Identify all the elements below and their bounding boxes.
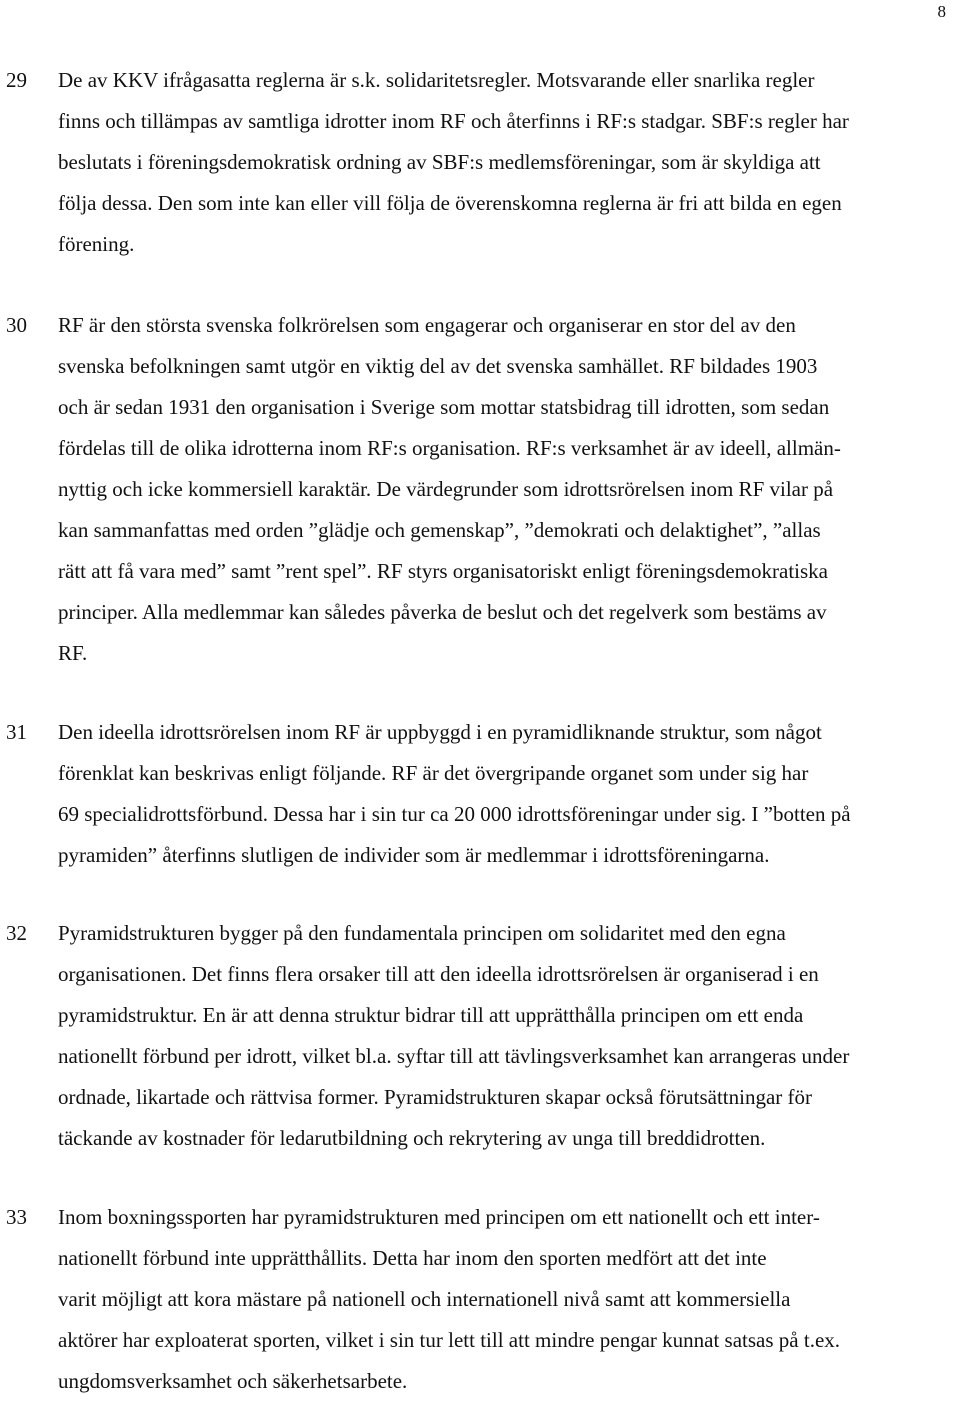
- text-line: förening.: [58, 232, 135, 256]
- page-number: 8: [937, 2, 946, 21]
- paragraph-text: [58, 913, 958, 1159]
- text-line: Inom boxningssporten har pyramidstrukturen med principen om ett nationellt och ett inter-: [58, 1205, 820, 1229]
- paragraph-number: 33: [6, 1205, 27, 1229]
- paragraph-number: 29: [6, 68, 27, 92]
- text-line: kan sammanfattas med orden ”glädje och gemenskap”, ”demokrati och delaktighet”, ”allas: [58, 518, 821, 542]
- text-line: förenklat kan beskrivas enligt följande. RF är det övergripande organet som under sig har: [58, 761, 809, 785]
- text-line: och är sedan 1931 den organisation i Sverige som mottar statsbidrag till idrotten, som sedan: [58, 395, 830, 419]
- text-line: nationellt förbund inte upprätthållits. Detta har inom den sporten medfört att det inte: [58, 1246, 767, 1270]
- paragraph-number: 30: [6, 313, 27, 337]
- paragraph-text: [58, 1197, 958, 1402]
- text-line: svenska befolkningen samt utgör en viktig del av det svenska samhället. RF bildades 1903: [58, 354, 818, 378]
- text-line: nationellt förbund per idrott, vilket bl.a. syftar till att tävlingsverksamhet kan arrangeras under: [58, 1044, 850, 1068]
- text-line: finns och tillämpas av samtliga idrotter inom RF och återfinns i RF:s stadgar. SBF:s regler har: [58, 109, 849, 133]
- text-line: täckande av kostnader för ledarutbildning och rekrytering av unga till breddidrotten.: [58, 1126, 766, 1150]
- text-line: fördelas till de olika idrotterna inom RF:s organisation. RF:s verksamhet är av ideell, allmän-: [58, 436, 841, 460]
- text-line: pyramiden” återfinns slutligen de individer som är medlemmar i idrottsföreningarna.: [58, 843, 770, 867]
- text-line: 69 specialidrottsförbund. Dessa har i sin tur ca 20 000 idrottsföreningar under sig. I ”botten på: [58, 802, 851, 826]
- text-line: RF är den största svenska folkrörelsen som engagerar och organiserar en stor del av den: [58, 313, 796, 337]
- text-line: ungdomsverksamhet och säkerhetsarbete.: [58, 1369, 408, 1393]
- text-line: aktörer har exploaterat sporten, vilket i sin tur lett till att mindre pengar kunnat satsas på t.ex.: [58, 1328, 841, 1352]
- text-line: varit möjligt att kora mästare på nationell och internationell nivå samt att kommersiella: [58, 1287, 791, 1311]
- paragraph-text: [58, 305, 958, 674]
- paragraph-number: 32: [6, 921, 27, 945]
- text-line: pyramidstruktur. En är att denna struktur bidrar till att upprätthålla principen om ett enda: [58, 1003, 804, 1027]
- text-line: Den ideella idrottsrörelsen inom RF är uppbyggd i en pyramidliknande struktur, som något: [58, 720, 822, 744]
- text-line: De av KKV ifrågasatta reglerna är s.k. solidaritetsregler. Motsvarande eller snarlika regler: [58, 68, 815, 92]
- text-line: organisationen. Det finns flera orsaker till att den ideella idrottsrörelsen är organiserad i en: [58, 962, 819, 986]
- text-line: beslutats i föreningsdemokratisk ordning av SBF:s medlemsföreningar, som är skyldiga att: [58, 150, 821, 174]
- paragraph-text: [58, 60, 958, 265]
- text-line: nyttig och icke kommersiell karaktär. De värdegrunder som idrottsrörelsen inom RF vilar på: [58, 477, 834, 501]
- text-line: ordnade, likartade och rättvisa former. Pyramidstrukturen skapar också förutsättningar för: [58, 1085, 813, 1109]
- text-line: Pyramidstrukturen bygger på den fundamentala principen om solidaritet med den egna: [58, 921, 786, 945]
- text-line: RF.: [58, 641, 88, 665]
- text-line: rätt att få vara med” samt ”rent spel”. RF styrs organisatoriskt enligt föreningsdemokratiska: [58, 559, 828, 583]
- text-line: principer. Alla medlemmar kan således påverka de beslut och det regelverk som bestäms av: [58, 600, 827, 624]
- paragraph-number: 31: [6, 720, 27, 744]
- paragraph-text: [58, 712, 958, 876]
- text-line: följa dessa. Den som inte kan eller vill följa de överenskomna reglerna är fri att bilda en egen: [58, 191, 842, 215]
